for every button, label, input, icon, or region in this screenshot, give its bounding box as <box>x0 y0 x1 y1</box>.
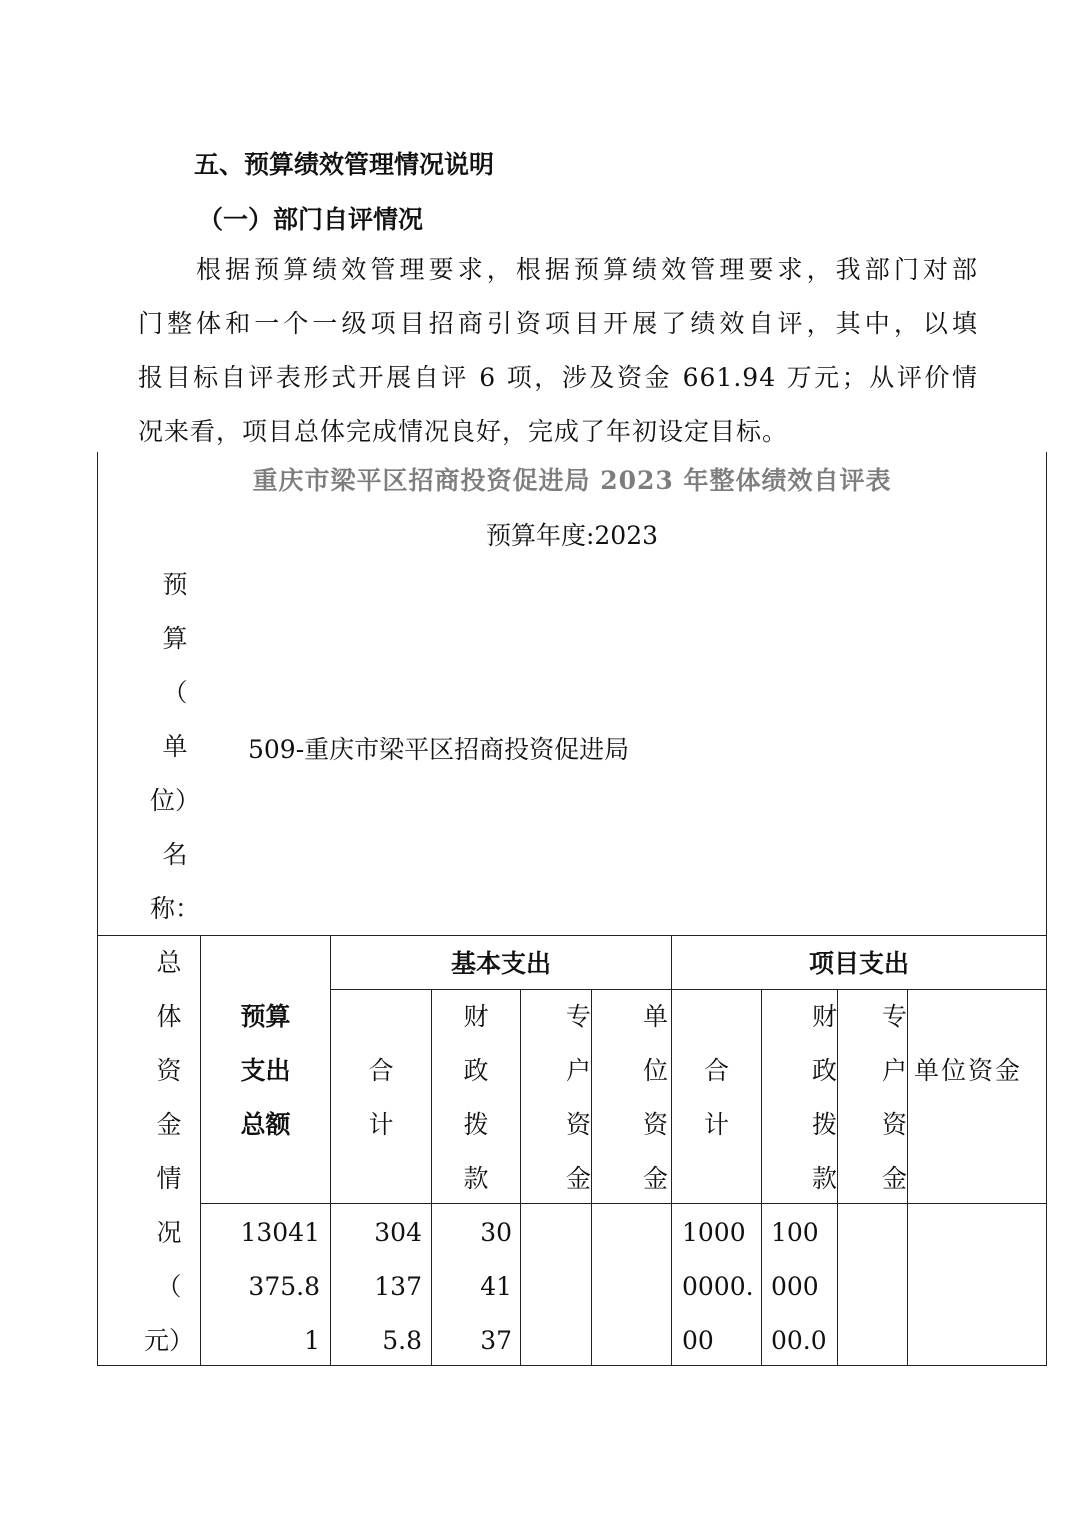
basic-expense-header: 基本支出 <box>450 949 551 978</box>
project-fiscal-value: 100 000 00.0 <box>771 1218 827 1355</box>
basic-fiscal-value: 30 41 37 <box>480 1218 512 1355</box>
budget-total-header: 预算 支出 总额 <box>240 1002 291 1139</box>
unit-name-value: 509-重庆市梁平区招商投资促进局 <box>248 735 630 764</box>
project-total-value: 1000 0000. 00 <box>682 1218 754 1355</box>
paragraph-line: 况来看，项目总体完成情况良好，完成了年初设定目标。 <box>138 417 789 446</box>
budget-total-value: 13041 375.8 1 <box>240 1218 320 1355</box>
project-special-header: 专 户 资 金 <box>881 1002 907 1193</box>
project-fiscal-header: 财 政 拨 款 <box>811 1002 837 1193</box>
basic-unit-header: 单 位 资 金 <box>642 1002 668 1193</box>
paragraph-line: 门整体和一个一级项目招商引资项目开展了绩效自评，其中，以填 <box>138 309 978 338</box>
paragraph-line: 报目标自评表形式开展自评 6 项，涉及资金 661.94 万元；从评价情 <box>138 363 978 392</box>
project-unit-header: 单位资金 <box>913 1056 1022 1085</box>
section-heading: 五、预算绩效管理情况说明 <box>194 150 495 179</box>
fund-situation-label: 总 体 资 金 情 况 （ 元） <box>143 948 194 1355</box>
basic-total-header: 合 计 <box>368 1056 394 1139</box>
unit-name-label: 预 算 （ 单 位） 名 称： <box>149 570 200 923</box>
project-expense-header: 项目支出 <box>808 949 909 978</box>
basic-special-header: 专 户 资 金 <box>565 1002 591 1193</box>
project-total-header: 合 计 <box>703 1056 729 1139</box>
budget-year: 预算年度:2023 <box>485 521 659 550</box>
table-title: 重庆市梁平区招商投资促进局 2023 年整体绩效自评表 <box>252 466 892 495</box>
section-subheading: （一）部门自评情况 <box>198 205 424 234</box>
paragraph-line: 根据预算绩效管理要求，根据预算绩效管理要求，我部门对部 <box>196 255 978 284</box>
basic-fiscal-header: 财 政 拨 款 <box>463 1002 489 1193</box>
self-evaluation-paragraph <box>138 243 978 459</box>
basic-total-value: 304 137 5.8 <box>374 1218 422 1355</box>
